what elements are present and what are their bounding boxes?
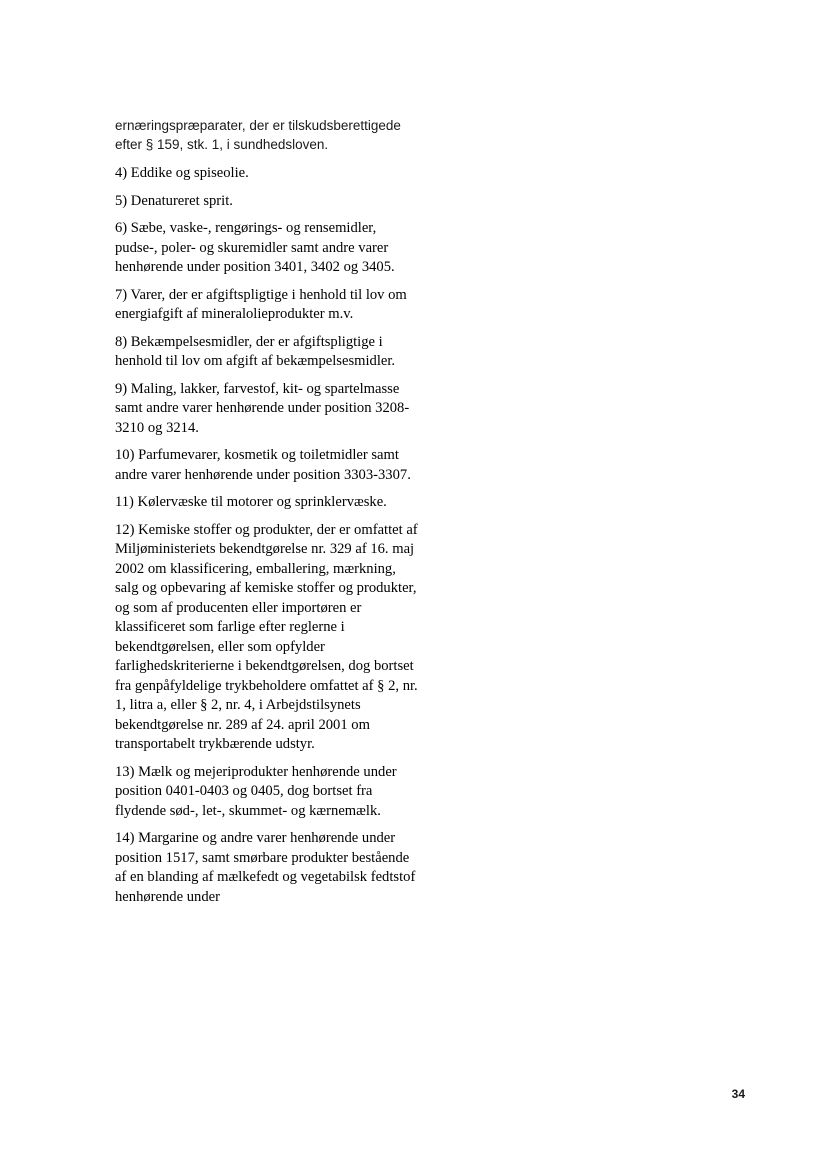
list-item-13: 13) Mælk og mejeriprodukter henhørende under position 0401-0403 og 0405, dog bortset fra flydende sød-, let-, skummet- og kærnemælk. bbox=[115, 763, 397, 819]
list-item-9: 9) Maling, lakker, farvestof, kit- og spartelmasse samt andre varer henhørende under position 3208-3210 og 3214. bbox=[115, 380, 410, 436]
list-item-10: 10) Parfumevarer, kosmetik og toiletmidler samt andre varer henhørende under position 3303-3307. bbox=[115, 447, 411, 483]
page-number: 34 bbox=[731, 1087, 745, 1101]
list-item-14: 14) Margarine og andre varer henhørende under position 1517, samt smørbare produkter bestående af en blanding af mælkefedt og vegetabilsk fedtstof henhørende under bbox=[115, 830, 416, 905]
list-item-8: 8) Bekæmpelsesmidler, der er afgiftspligtige i henhold til lov om afgift af bekæmpelsesmidler. bbox=[115, 333, 396, 369]
list-item-11: 11) Kølervæske til motorer og sprinklervæske. bbox=[115, 494, 387, 510]
list-item-6: 6) Sæbe, vaske-, rengørings- og rensemidler, pudse-, poler- og skuremidler samt andre varer henhørende under position 3401, 3402 og 3405. bbox=[115, 220, 395, 275]
intro-paragraph: ernæringspræparater, der er tilskudsberettigede efter § 159, stk. 1, i sundhedsloven. bbox=[115, 118, 401, 152]
list-item-7: 7) Varer, der er afgiftspligtige i henhold til lov om energiafgift af mineralolieprodukter m.v. bbox=[115, 286, 407, 322]
list-item-4: 4) Eddike og spiseolie. bbox=[115, 165, 249, 181]
list-item-5: 5) Denatureret sprit. bbox=[115, 192, 233, 209]
text-column bbox=[115, 116, 418, 915]
list-item-12: 12) Kemiske stoffer og produkter, der er omfattet af Miljøministeriets bekendtgørelse nr. 329 af 16. maj 2002 om klassificering, emballering, mærkning, salg og opbevaring af kemiske stoffer og produkter, og som af producenten eller importøren er klassificeret som farlige efter reglerne i bekendtgørelsen, eller som opfylder farlighedskriterierne i bekendtgørelsen, dog bortset fra genpåfyldelige trykbeholdere omfattet af § 2, nr. 1, litra a, eller § 2, nr. 4, i Arbejdstilsynets bekendtgørelse nr. 289 af 24. april 2001 om transportabelt trykbærende udstyr. bbox=[115, 521, 418, 752]
